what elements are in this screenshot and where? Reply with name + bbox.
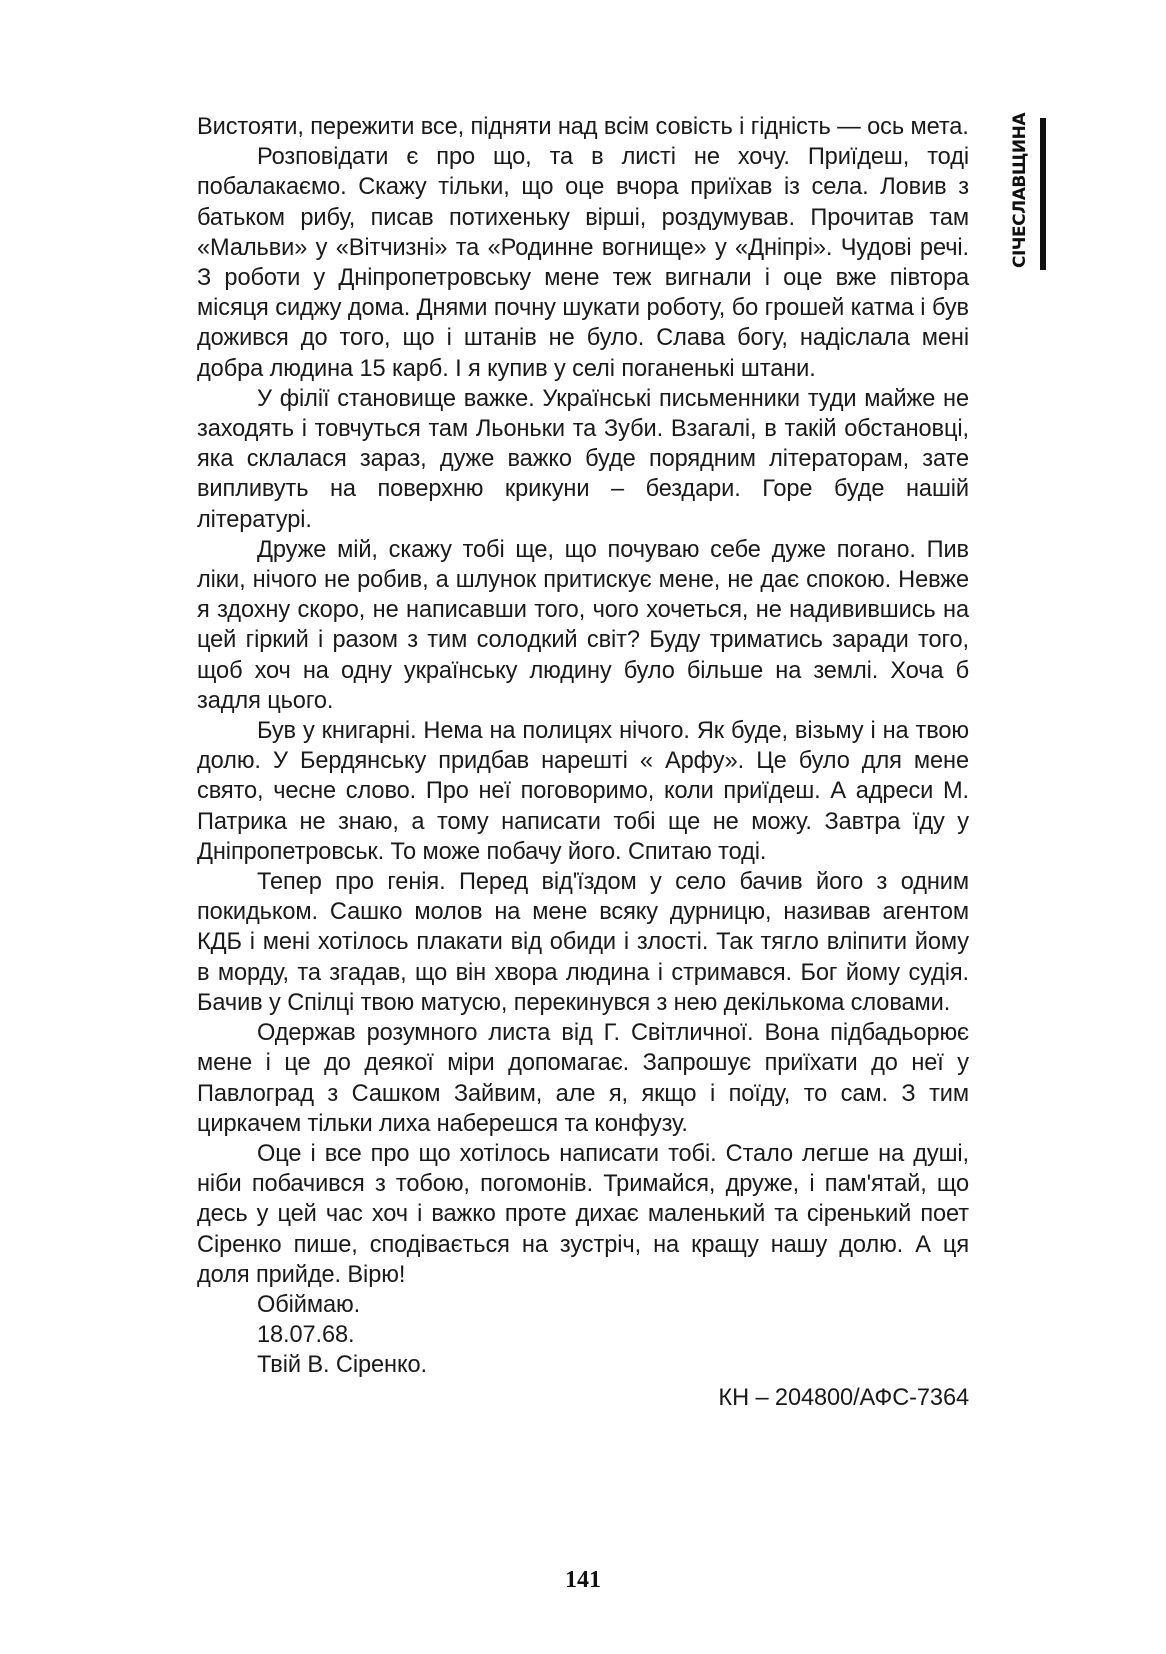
paragraph-3: У філії становище важке. Українські письменники туди майже не заходять і товчуться там Льоньки та Зуби. Взагалі, в такій обстановці, яка склалася зараз, дуже важко буде порядним літераторам, зате випливуть на поверхню крикуни – бездари. Горе буде нашій літературі.	[197, 385, 969, 533]
closing-greeting: Обіймаю.	[257, 1291, 361, 1318]
paragraph-6: Тепер про генія. Перед від'їздом у село бачив його з одним покидьком. Сашко молов на мене всяку дурницю, називав агентом КДБ і мені хотілось плакати від обиди і злості. Так тягло вліпити йому в морду, та згадав, що він хвора людина і стримався. Бог йому судія. Бачив у Спілці твою матусю, перекинувся з нею декількома словами.	[197, 869, 969, 1016]
archive-reference: КН – 204800/АФС-7364	[718, 1384, 969, 1411]
side-logo	[1010, 110, 1050, 270]
paragraph-1: Вистояти, пережити все, підняти над всім совість і гідність — ось мета.	[197, 114, 969, 140]
logo-bar	[1040, 118, 1046, 270]
paragraph-5: Був у книгарні. Нема на полицях нічого. Як буде, візьму і на твою долю. У Бердянську придбав нарешті « Арфу». Це було для мене свято, чесне слово. Про неї поговоримо, коли приїдеш. А адреси М. Патрика не знаю, а тому написати тобі ще не можу. Завтра їду у Дніпропетровськ. То може побачу його. Спитаю тоді.	[197, 718, 969, 865]
paragraph-4: Друже мій, скажу тобі ще, що почуваю себе дуже погано. Пив ліки, нічого не робив, а шлунок притискує мене, не дає спокою. Невже я здохну скоро, не написавши того, чого хочеться, не надивившись на цей гіркий і разом з тим солодкий світ? Буду триматись заради того, щоб хоч на одну українську людину було більше на землі. Хоча б задля цього.	[197, 536, 969, 714]
paragraph-7: Одержав розумного листа від Г. Світличної. Вона підбадьорює мене і це до деякої міри допомагає. Запрошує приїхати до неї у Павлоград з Сашком Зайвим, але я, якщо і поїду, то сам. З тим циркачем тільки лиха наберешся та конфузу.	[197, 1020, 969, 1137]
paragraph-8: Оце і все про що хотілось написати тобі. Стало легше на душі, ніби побачився з тобою, погомонів. Тримайся, друже, і пам'ятай, що десь у цей час хоч і важко проте дихає маленький та сіренький поет Сіренко пише, сподівається на зустріч, на кращу нашу долю. А ця доля прийде. Вірю!	[197, 1140, 969, 1288]
letter-date: 18.07.68.	[257, 1322, 355, 1349]
logo-text: СІЧЕСЛАВЩИНА	[1010, 112, 1030, 268]
paragraph-2: Розповідати є про що, та в листі не хочу. Приїдеш, тоді побалакаємо. Скажу тільки, що оце вчора приїхав із села. Ловив з батьком рибу, писав потихеньку вірші, роздумував. Прочитав там «Мальви» у «Вітчизні» та «Родинне вогнище» у «Дніпрі». Чудові речі. З роботи у Дніпропетровську мене теж вигнали і оце вже півтора місяця сиджу дома. Днями почну шукати роботу, бо грошей катма і був дожився до того, що і штанів не було. Слава богу, надіслала мені добра людина 15 карб. І я купив у селі поганенькі штани.	[197, 144, 969, 382]
page-number: 141	[565, 1567, 601, 1593]
signature: Твій В. Сіренко.	[257, 1352, 427, 1379]
letter-body	[197, 112, 969, 1413]
